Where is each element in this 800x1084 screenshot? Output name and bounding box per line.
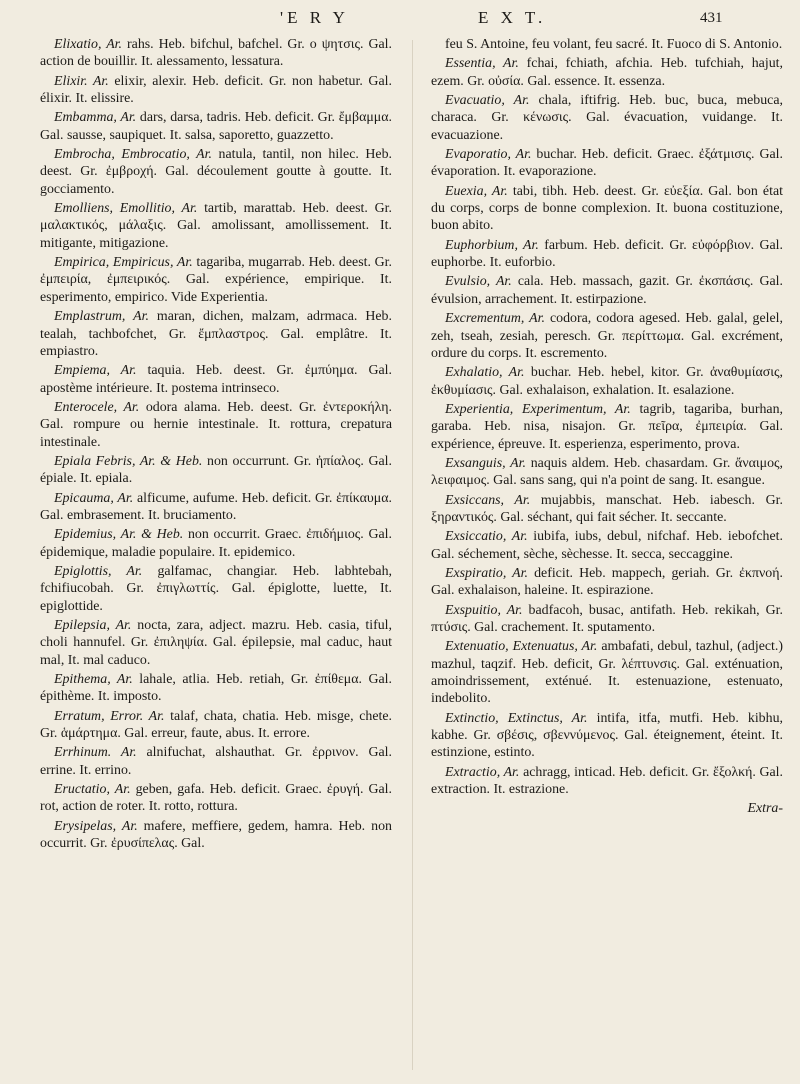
entry-headword: Exsiccatio, Ar. [445,529,528,545]
dictionary-entry [431,237,783,272]
dictionary-entry [40,708,392,743]
entry-headword: Extenuatio, Extenuatus, Ar. [445,639,598,655]
entry-definition: tagariba, mugarrab. Heb. deest. Gr. ἐμπειρία, ἐμπειρικός. Gal. expérience, empirique. It. esperimento, empirico. Vide Experientia. [40,255,392,305]
dictionary-entry [431,36,783,53]
dictionary-entry [40,744,392,779]
dictionary-entry [40,818,392,853]
entry-definition: elixir, alexir. Heb. deficit. Gr. non habetur. Gal. élixir. It. elissire. [40,73,392,107]
dictionary-entry [40,671,392,706]
dictionary-entry [40,109,392,144]
left-column [40,36,392,854]
entry-definition: intifa, itfa, mutfi. Heb. kibhu, kabhe. Gr. σβέσις, σβεννύμενος. Gal. éteignement, éteint. It. estinzione, estinto. [431,710,783,761]
dictionary-entry [431,183,783,235]
running-head-right: E X T. [478,8,547,27]
entry-definition: alficume, aufume. Heb. deficit. Gr. ἐπίκαυμα. Gal. embrasement. It. bruciamento. [40,490,392,523]
dictionary-entry [40,254,392,306]
entry-headword: Embamma, Ar. [54,110,137,126]
dictionary-entry [431,455,783,490]
entry-definition: tabi, tibh. Heb. deest. Gr. εὐεξία. Gal. bon état du corps, corps de bonne complexion. It. buona costituzione, buon abito. [431,183,783,234]
entry-definition: codora, codora agesed. Heb. galal, gelel, zeh, tseah, zesiah, peresch. Gr. περίττωμα. Gal. excrément, ordure du corps. It. escremento. [431,311,783,361]
entry-headword: Euexia, Ar. [445,183,508,199]
entry-headword: Elixatio, Ar. [54,37,123,52]
dictionary-entry [40,73,392,108]
entry-headword: Emplastrum, Ar. [54,309,149,325]
entry-headword: Epithema, Ar. [54,672,133,688]
entry-definition: nocta, zara, adject. mazru. Heb. casia, tiful, choli hannufel. Gr. ἐπιληψία. Gal. épilepsie, mal caduc, haut mal, It. mal caduco. [40,618,392,668]
entry-definition: naquis aldem. Heb. chasardam. Gr. ἄναιμος, λειφαιμος. Gal. sans sang, qui n'a point de sang. It. esangue. [431,455,783,489]
entry-definition: dars, darsa, tadris. Heb. deficit. Gr. ἔμβαμμα. Gal. sausse, saupiquet. It. salsa, saporetto, guazzetto. [40,110,392,143]
dictionary-entry [40,490,392,525]
entry-definition: deficit. Heb. mappech, geriah. Gr. ἐκπνοή. Gal. exhalaison, haleine. It. espirazione. [431,565,783,599]
entry-definition: badfacoh, busac, antifath. Heb. rekikah, Gr. πτύσις. Gal. crachement. It. sputamento. [431,602,783,635]
running-head [0,6,800,32]
entry-headword: Essentia, Ar. [445,56,519,72]
entry-headword: Epidemius, Ar. & Heb. [54,527,184,543]
dictionary-entry [431,401,783,453]
entry-headword: Empirica, Empiricus, Ar. [54,255,193,271]
dictionary-entry [431,764,783,799]
entry-definition: iubifa, iubs, debul, nifchaf. Heb. iebofchet. Gal. séchement, sèche, sèchesse. It. secca, seccaggine. [431,529,783,562]
entry-definition: lahale, atlia. Heb. retiah, Gr. ἐπίθεμα. Gal. épithème. It. imposto. [40,672,392,705]
entry-definition: ambafati, debul, tazhul, (adject.) mazhul, taqzif. Heb. deficit, Gr. λέπτυνσις. Gal. exténuation, amoindrissement, exténué. It. estenuazione, estenuato, indebolito. [431,639,783,707]
page-number: 431 [700,10,723,26]
entry-headword: Elixir. Ar. [54,73,109,89]
entry-headword: Erysipelas, Ar. [54,818,138,834]
dictionary-entry [40,308,392,360]
entry-definition: galfamac, changiar. Heb. labhtebah, fchifiucobah. Gr. ἐπιγλωττίς. Gal. épiglotte, luette, It. epiglottide. [40,563,392,614]
entry-headword: Epiglottis, Ar. [54,563,143,579]
entry-definition: non occurrit. Graec. ἐπιδήμιος. Gal. épidemique, maladie populaire. It. epidemico. [40,527,392,560]
entry-definition: chala, iftifrig. Heb. buc, buca, mebuca, characa. Gr. κένωσις. Gal. évacuation, vuidange. It. evacuazione. [431,93,783,143]
entry-definition: non occurrunt. Gr. ἠπίαλος. Gal. épiale. It. epiala. [40,453,392,487]
entry-definition: cala. Heb. massach, gazit. Gr. ἐκσπάσις. Gal. évulsion, arrachement. It. estirpazione. [431,274,783,307]
entry-definition: fchai, fchiath, afchia. Heb. tufchiah, hajut, ezem. Gr. οὐσία. Gal. essence. It. essenza. [431,56,783,89]
entry-headword: Exhalatio, Ar. [445,365,525,381]
entry-headword: Evaporatio, Ar. [445,147,532,163]
entry-headword: Embrocha, Embrocatio, Ar. [54,147,212,163]
entry-headword: Errhinum. Ar. [54,745,137,761]
entry-definition: buchar. Heb. hebel, kitor. Gr. ἀναθυμίασις, ἐκθυμίασις. Gal. exhalaison, exhalation. It. esalazione. [431,365,783,398]
entry-definition: tartib, marattab. Heb. deest. Gr. μαλακτικός, μάλαξις. Gal. amolissant, amollissement. It. mitigante, mitigazione. [40,201,392,251]
entry-headword: Erratum, Error. Ar. [54,708,165,724]
entry-definition: achragg, inticad. Heb. deficit. Gr. ἔξολκή. Gal. extraction. It. estrazione. [431,764,783,798]
entry-headword: Exsanguis, Ar. [445,455,526,471]
dictionary-entry [431,146,783,181]
entry-definition: geben, gafa. Heb. deficit. Graec. ἐρυγή. Gal. rot, action de roter. It. rotto, rottura. [40,782,392,815]
column-divider [412,40,413,1070]
dictionary-entry [431,602,783,637]
entry-headword: Evulsio, Ar. [445,274,512,290]
entry-headword: Epicauma, Ar. [54,490,134,506]
entry-headword: Excrementum, Ar. [445,311,545,327]
dictionary-entry [431,55,783,90]
dictionary-entry [40,617,392,669]
entry-definition: maran, dichen, malzam, adrmaca. Heb. tealah, tachbofchet, Gr. ἔμπλαστρος. Gal. emplâtre. It. empiastro. [40,309,392,359]
dictionary-entry [431,565,783,600]
dictionary-entry [431,273,783,308]
dictionary-entry [40,399,392,451]
entry-headword: Evacuatio, Ar. [445,93,530,109]
entry-definition: feu S. Antoine, feu volant, feu sacré. It. Fuoco di S. Antonio. [445,37,783,52]
dictionary-entry [40,36,392,71]
entry-definition: mafere, meffiere, gedem, hamra. Heb. non occurrit. Gr. ἐρυσίπελας. Gal. [40,818,392,852]
entry-headword: Exsiccans, Ar. [445,492,531,508]
running-head-left: 'E R Y [280,8,349,27]
entry-headword: Eructatio, Ar. [54,782,131,798]
dictionary-entry [431,492,783,527]
entry-definition: natula, tantil, non hilec. Heb. deest. Gr. ἐμβροχή. Gal. découlement goutte à goutte. It. gocciamento. [40,147,392,197]
entry-headword: Epiala Febris, Ar. & Heb. [54,453,203,469]
dictionary-entry [431,528,783,563]
dictionary-entry [431,310,783,362]
entry-headword: Experientia, Experimentum, Ar. [445,401,631,417]
dictionary-entry [40,781,392,816]
dictionary-entry [40,526,392,561]
entry-definition: odora alama. Heb. deest. Gr. ἐντεροκήλη. Gal. rompure ou hernie intestinale. It. rottura, crepatura intestinale. [40,399,392,450]
entry-definition: buchar. Heb. deficit. Graec. ἐξάτμισις. Gal. évaporation. It. evaporazione. [431,147,783,180]
entry-definition: rahs. Heb. bifchul, bafchel. Gr. ο ψητσις. Gal. action de bouillir. It. alessamento, lessatura. [40,37,392,70]
dictionary-entry [431,364,783,399]
entry-headword: Enterocele, Ar. [54,399,140,415]
entry-headword: Emolliens, Emollitio, Ar. [54,201,198,217]
entry-definition: mujabbis, manschat. Heb. iabesch. Gr. ξηραντικός. Gal. séchant, qui fait sécher. It. seccante. [431,492,783,525]
entry-headword: Extinctio, Extinctus, Ar. [445,710,588,726]
dictionary-entry [431,710,783,762]
dictionary-entry [40,563,392,615]
dictionary-entry [40,200,392,252]
entry-definition: alnifuchat, alshauthat. Gr. ἐρρινον. Gal. errine. It. errino. [40,745,392,778]
entry-headword: Empiema, Ar. [54,363,137,379]
entry-headword: Exspuitio, Ar. [445,602,523,618]
entry-definition: farbum. Heb. deficit. Gr. εὐφόρβιον. Gal. euphorbe. It. euforbio. [431,237,783,271]
entry-headword: Epilepsia, Ar. [54,618,132,633]
entry-headword: Euphorbium, Ar. [445,237,539,253]
catchword: Extra- [747,801,783,817]
entry-definition: tagrib, tagariba, burhan, garaba. Heb. nisa, nisajon. Gr. πεῖρα, ἐμπειρία. Gal. expérience, épreuve. It. esperienza, esperimento, prova. [431,401,783,452]
dictionary-entry [40,453,392,488]
right-column [431,36,783,820]
entry-headword: Extractio, Ar. [445,764,520,780]
entry-headword: Exspiratio, Ar. [445,565,528,581]
dictionary-entry [431,638,783,707]
dictionary-entry [431,92,783,144]
entry-definition: talaf, chata, chatia. Heb. misge, chete. Gr. ἁμάρτημα. Gal. erreur, faute, abus. It. errore. [40,708,392,742]
entry-definition: taquia. Heb. deest. Gr. ἐμπύημα. Gal. apostème intérieure. It. postema intrinseco. [40,363,392,396]
dictionary-entry [40,146,392,198]
dictionary-entry [40,362,392,397]
